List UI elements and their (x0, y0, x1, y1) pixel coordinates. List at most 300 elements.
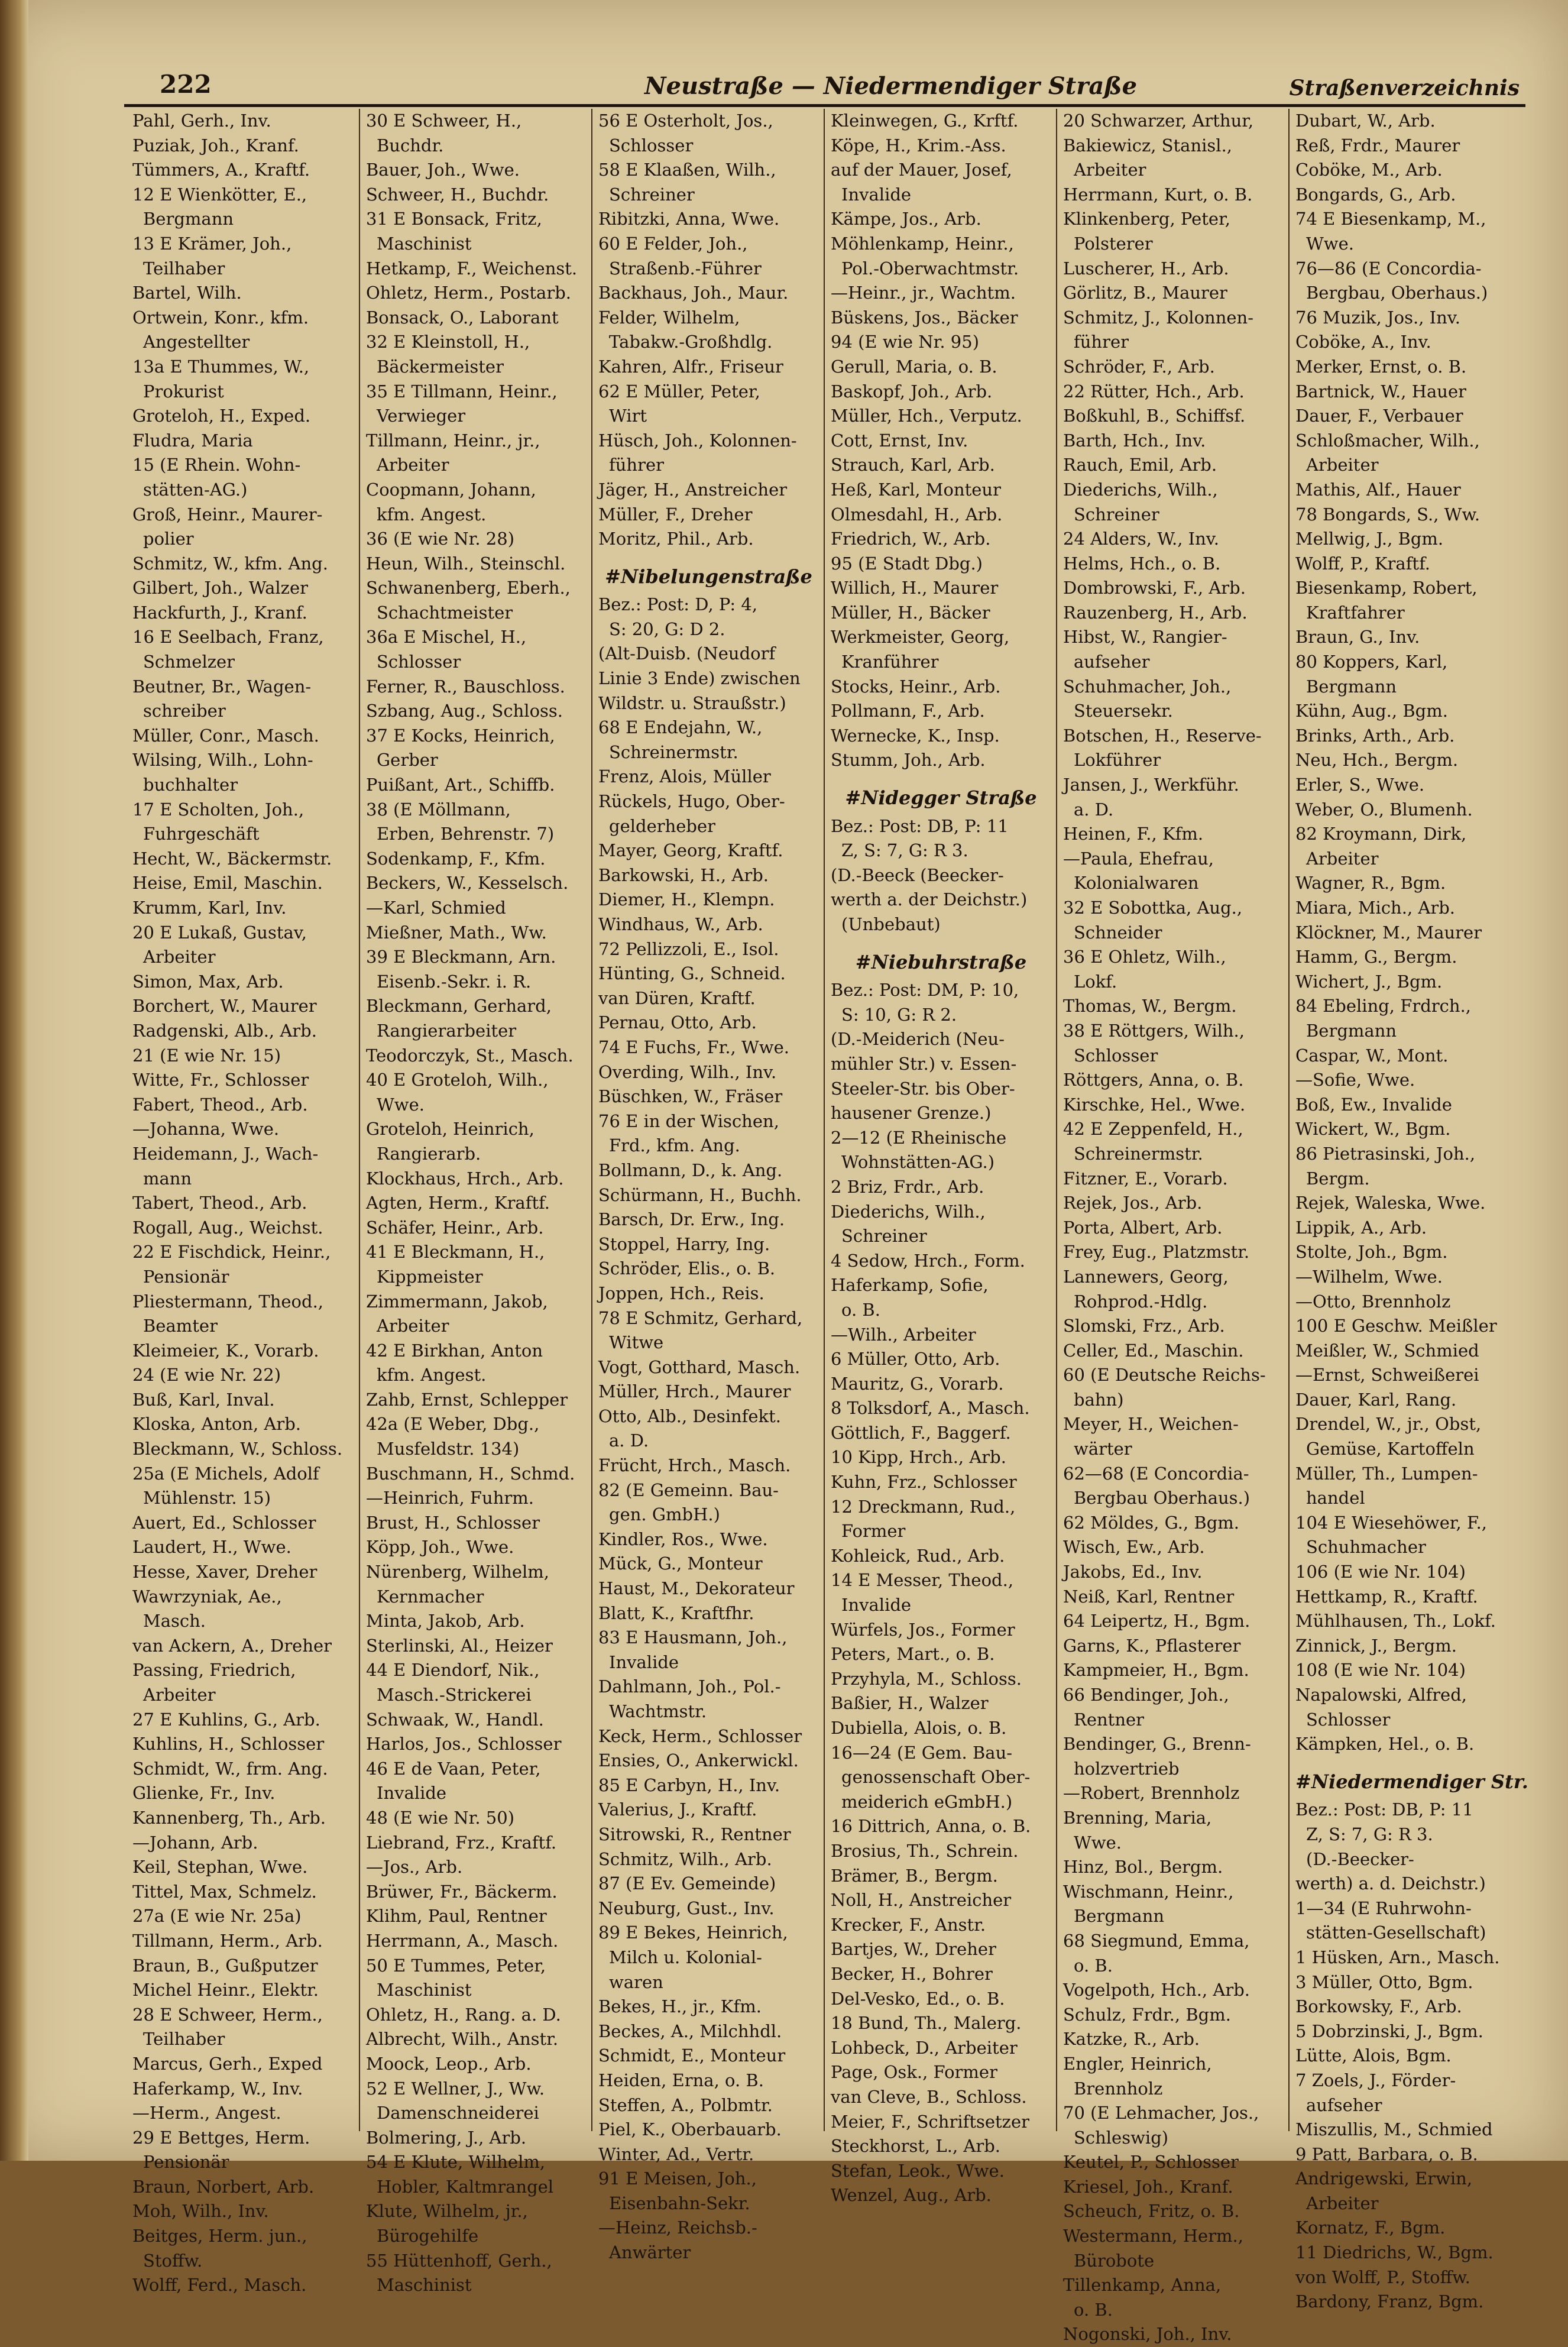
directory-entry: Kernmacher (377, 1586, 484, 1607)
directory-entry: 76 Muzik, Jos., Inv. (1295, 307, 1460, 328)
directory-entry: Wawrzyniak, Ae., (132, 1586, 282, 1607)
directory-entry: —Heinr., jr., Wachtm. (831, 283, 1016, 303)
directory-entry: Zimmermann, Jakob, (366, 1291, 548, 1312)
directory-entry: Baßier, H., Walzer (831, 1693, 989, 1714)
directory-entry: 12 E Wienkötter, E., (132, 184, 307, 205)
directory-entry: Z, S: 7, G: R 3. (841, 840, 968, 861)
directory-entry: Rauzenberg, H., Arb. (1063, 602, 1248, 623)
directory-entry: —Johann, Arb. (132, 1832, 258, 1853)
directory-entry: Sitrowski, R., Rentner (598, 1824, 791, 1844)
directory-entry: Wirt (609, 406, 647, 426)
directory-entry: Haferkamp, Sofie, (831, 1275, 989, 1296)
directory-entry: (Alt-Duisb. (Neudorf (598, 643, 776, 664)
directory-entry: Tabakw.-Großhdlg. (609, 332, 773, 352)
directory-entry: 3 Müller, Otto, Bgm. (1295, 1972, 1473, 1992)
directory-entry: Katzke, R., Arb. (1063, 2029, 1200, 2050)
directory-entry: 76 E in der Wischen, (598, 1111, 779, 1131)
directory-entry: Tillenkamp, Anna, (1063, 2275, 1222, 2296)
directory-entry: Bergmann (1306, 1020, 1397, 1041)
directory-entry: 13 E Krämer, Joh., (132, 233, 292, 254)
directory-entry: Steuersekr. (1074, 701, 1173, 721)
directory-entry: Reß, Frdr., Maurer (1295, 135, 1460, 156)
directory-entry: Frey, Eug., Platzmstr. (1063, 1242, 1250, 1262)
directory-entry: 108 (E wie Nr. 104) (1295, 1660, 1466, 1681)
directory-entry: 35 E Tillmann, Heinr., (366, 381, 558, 402)
directory-entry: 20 Schwarzer, Arthur, (1063, 111, 1254, 131)
directory-entry: 48 (E wie Nr. 50) (366, 1807, 515, 1828)
directory-entry: 10 Kipp, Hrch., Arb. (831, 1447, 1006, 1468)
directory-entry: 55 Hüttenhoff, Gerh., (366, 2250, 552, 2271)
directory-entry: Klöckner, M., Maurer (1295, 922, 1482, 943)
directory-entry: 83 E Hausmann, Joh., (598, 1627, 788, 1648)
directory-entry: 46 E de Vaan, Peter, (366, 1758, 541, 1779)
directory-entry: 38 (E Möllmann, (366, 799, 511, 820)
directory-entry: 85 E Carbyn, H., Inv. (598, 1775, 780, 1795)
directory-entry: Botschen, H., Reserve- (1063, 725, 1262, 746)
directory-entry: Moh, Wilh., Inv. (132, 2201, 269, 2222)
directory-entry: Bez.: Post: DB, P: 11 (831, 815, 1009, 836)
directory-entry: 54 E Klute, Wilhelm, (366, 2152, 546, 2173)
directory-entry: 14 E Messer, Theod., (831, 1570, 1014, 1591)
directory-entry: Wisch, Ew., Arb. (1063, 1537, 1205, 1558)
directory-entry: Marcus, Gerh., Exped (132, 2053, 323, 2074)
directory-entry: Lannewers, Georg, (1063, 1266, 1229, 1287)
street-heading: #Niedermendiger Str. (1295, 1770, 1528, 1793)
directory-entry: 58 E Klaaßen, Wilh., (598, 160, 776, 180)
directory-entry: Coböke, M., Arb. (1295, 160, 1443, 180)
directory-entry: 32 E Kleinstoll, H., (366, 332, 530, 352)
section-title: Straßenverzeichnis (1289, 76, 1520, 101)
directory-entry: 68 E Endejahn, W., (598, 717, 763, 738)
directory-entry: Müller, Th., Lumpen- (1295, 1463, 1478, 1484)
directory-entry: Bergbau, Oberhaus.) (1306, 283, 1488, 303)
directory-entry: Schachtmeister (377, 602, 513, 623)
directory-entry: 37 E Kocks, Heinrich, (366, 725, 555, 746)
directory-entry: 7 Zoels, J., Förder- (1295, 2070, 1456, 2090)
directory-entry: 60 E Felder, Joh., (598, 233, 748, 254)
directory-entry: Kämpken, Hel., o. B. (1295, 1734, 1475, 1754)
directory-entry: 44 E Diendorf, Nik., (366, 1660, 540, 1681)
directory-entry: schreiber (143, 701, 226, 721)
directory-entry: Meier, F., Schriftsetzer (831, 2111, 1029, 2132)
directory-entry: gen. GmbH.) (609, 1504, 720, 1525)
directory-entry: Kühn, Aug., Bgm. (1295, 701, 1448, 721)
directory-entry: Wilsing, Wilh., Lohn- (132, 750, 313, 771)
directory-entry: 89 E Bekes, Heinrich, (598, 1922, 788, 1943)
directory-entry: S: 10, G: R 2. (841, 1004, 957, 1025)
directory-entry: 74 E Fuchs, Fr., Wwe. (598, 1037, 790, 1057)
directory-entry: Meißler, W., Schmied (1295, 1340, 1479, 1361)
directory-entry: führer (609, 455, 664, 475)
directory-entry: Przyhyla, M., Schloss. (831, 1668, 1022, 1689)
directory-entry: Haferkamp, W., Inv. (132, 2078, 303, 2099)
directory-entry: 27a (E wie Nr. 25a) (132, 1906, 302, 1927)
directory-entry: 15 (E Rhein. Wohn- (132, 455, 301, 475)
directory-entry: aufseher (1306, 2095, 1382, 2115)
directory-entry: van Ackern, A., Dreher (132, 1635, 332, 1656)
directory-entry: Rejek, Jos., Arb. (1063, 1193, 1203, 1213)
directory-entry: Ferner, R., Bauschloss. (366, 676, 565, 697)
directory-entry: —Jos., Arb. (366, 1857, 463, 1877)
directory-entry: Bez.: Post: DM, P: 10, (831, 980, 1019, 1001)
directory-entry: Klute, Wilhelm, jr., (366, 2201, 528, 2222)
directory-entry: Bauer, Joh., Wwe. (366, 160, 520, 180)
directory-entry: kfm. Angest. (377, 504, 487, 525)
directory-entry: —Sofie, Wwe. (1295, 1070, 1415, 1090)
directory-entry: Kohleick, Rud., Arb. (831, 1545, 1005, 1566)
directory-entry: o. B. (1074, 1955, 1113, 1976)
directory-entry: Buschmann, H., Schmd. (366, 1463, 575, 1484)
directory-entry: Rogall, Aug., Weichst. (132, 1217, 323, 1238)
directory-entry: Müller, H., Bäcker (831, 602, 990, 623)
directory-entry: 66 Bendinger, Joh., (1063, 1685, 1229, 1705)
directory-entry: Gerull, Maria, o. B. (831, 356, 997, 377)
directory-entry: Teilhaber (143, 258, 225, 279)
directory-entry: van Cleve, B., Schloss. (831, 2086, 1027, 2107)
directory-entry: Brennholz (1074, 2078, 1163, 2099)
directory-entry: 22 E Fischdick, Heinr., (132, 1242, 331, 1262)
directory-entry: holzvertrieb (1074, 1758, 1180, 1779)
directory-entry: Moock, Leop., Arb. (366, 2053, 532, 2074)
directory-entry: Schlosser (609, 135, 694, 156)
directory-entry: a. D. (1074, 799, 1114, 820)
directory-entry: 17 E Scholten, Joh., (132, 799, 304, 820)
directory-entry: Keutel, P., Schlosser (1063, 2152, 1239, 2173)
directory-entry: Brust, H., Schlosser (366, 1512, 540, 1533)
directory-entry: Arbeiter (1306, 2193, 1379, 2213)
directory-entry: Barth, Hch., Inv. (1063, 430, 1206, 451)
directory-entry: Dubart, W., Arb. (1295, 111, 1436, 131)
directory-entry: Kahren, Alfr., Friseur (598, 356, 783, 377)
column-6 (1288, 109, 1528, 2312)
directory-entry: Kolonialwaren (1074, 873, 1199, 894)
directory-entry: Kippmeister (377, 1266, 483, 1287)
page-title: Neustraße — Niedermendiger Straße (644, 72, 1138, 100)
directory-entry: (D.-Beecker- (1306, 1849, 1414, 1869)
directory-entry: Büschken, W., Fräser (598, 1086, 783, 1107)
directory-entry: 4 Sedow, Hrch., Form. (831, 1250, 1025, 1271)
directory-entry: Borchert, W., Maurer (132, 996, 317, 1017)
directory-entry: Görlitz, B., Maurer (1063, 283, 1227, 303)
directory-entry: Steeler-Str. bis Ober- (831, 1078, 1015, 1099)
directory-entry: 52 E Wellner, J., Ww. (366, 2078, 545, 2099)
directory-entry: Jäger, H., Anstreicher (598, 479, 788, 500)
directory-entry: Garns, K., Pflasterer (1063, 1635, 1241, 1656)
directory-entry: Möhlenkamp, Heinr., (831, 233, 1014, 254)
directory-entry: 100 E Geschw. Meißler (1295, 1316, 1497, 1336)
directory-entry: Zahb, Ernst, Schlepper (366, 1389, 568, 1410)
directory-entry: 106 (E wie Nr. 104) (1295, 1562, 1466, 1582)
directory-entry: Helms, Hch., o. B. (1063, 553, 1221, 574)
directory-entry: Hetkamp, F., Weichenst. (366, 258, 578, 279)
directory-entry: Hettkamp, R., Kraftf. (1295, 1586, 1478, 1607)
directory-entry: Musfeldstr. 134) (377, 1439, 520, 1459)
directory-entry: Hamm, G., Bergm. (1295, 947, 1457, 967)
directory-entry: Tümmers, A., Kraftf. (132, 160, 310, 180)
directory-entry: Auert, Ed., Schlosser (132, 1512, 316, 1533)
directory-entry: 62—68 (E Concordia- (1063, 1463, 1249, 1484)
directory-entry: Arbeiter (377, 455, 449, 475)
directory-entry: Tabert, Theod., Arb. (132, 1193, 307, 1213)
directory-entry: Neiß, Karl, Rentner (1063, 1586, 1235, 1607)
directory-entry: 24 Alders, W., Inv. (1063, 529, 1219, 549)
directory-entry: Bleckmann, Gerhard, (366, 996, 552, 1017)
directory-entry: Napalowski, Alfred, (1295, 1685, 1467, 1705)
directory-entry: Beitges, Herm. jun., (132, 2226, 307, 2246)
directory-entry: 41 E Bleckmann, H., (366, 1242, 545, 1262)
directory-entry: Blatt, K., Kraftfhr. (598, 1603, 754, 1623)
directory-entry: Hinz, Bol., Bergm. (1063, 1857, 1223, 1877)
directory-entry: 78 Bongards, S., Ww. (1295, 504, 1480, 525)
directory-entry: Brinks, Arth., Arb. (1295, 725, 1455, 746)
directory-entry: Merker, Ernst, o. B. (1295, 356, 1467, 377)
directory-entry: Straßenb.-Führer (609, 258, 762, 279)
directory-entry: Glienke, Fr., Inv. (132, 1783, 276, 1804)
directory-entry: Maschinist (377, 1980, 472, 2000)
directory-entry: Erler, S., Wwe. (1295, 775, 1425, 795)
directory-entry: 5 Dobrzinski, J., Bgm. (1295, 2021, 1483, 2041)
directory-entry: Diederichs, Wilh., (1063, 479, 1218, 500)
directory-entry: Kampmeier, H., Bgm. (1063, 1660, 1249, 1681)
directory-entry: Masch.-Strickerei (377, 1685, 532, 1705)
directory-entry: Otto, Alb., Desinfekt. (598, 1406, 782, 1426)
directory-entry: Mühlhausen, Th., Lokf. (1295, 1611, 1496, 1631)
directory-entry: 18 Bund, Th., Malerg. (831, 2013, 1022, 2034)
directory-entry: Witwe (609, 1332, 664, 1353)
directory-entry: Kloska, Anton, Arb. (132, 1414, 302, 1435)
directory-entry: Cott, Ernst, Inv. (831, 430, 968, 451)
directory-entry: Drendel, W., jr., Obst, (1295, 1414, 1482, 1435)
directory-entry: Albrecht, Wilh., Anstr. (366, 2029, 559, 2050)
directory-entry: Gerber (377, 750, 438, 771)
directory-entry: 104 E Wiesehöwer, F., (1295, 1512, 1488, 1533)
directory-entry: Puißant, Art., Schiffb. (366, 775, 555, 795)
directory-entry: a. D. (609, 1430, 649, 1451)
directory-entry: Frenz, Alois, Müller (598, 766, 771, 787)
directory-entry: Müller, Conr., Masch. (132, 725, 319, 746)
directory-entry: Schmidt, W., frm. Ang. (132, 1758, 328, 1779)
directory-entry: 9 Patt, Barbara, o. B. (1295, 2144, 1478, 2164)
directory-entry: Bardony, Franz, Bgm. (1295, 2291, 1484, 2312)
directory-entry: Bäckermeister (377, 356, 504, 377)
directory-entry: 28 E Schweer, Herm., (132, 2004, 323, 2025)
directory-entry: Passing, Friedrich, (132, 1660, 296, 1681)
directory-entry: Brosius, Th., Schrein. (831, 1840, 1019, 1861)
directory-entry: Göttlich, F., Baggerf. (831, 1422, 1011, 1443)
directory-entry: Hibst, W., Rangier- (1063, 627, 1227, 648)
directory-entry: Bollmann, D., k. Ang. (598, 1160, 783, 1180)
directory-entry: Wwe. (377, 1094, 425, 1115)
directory-entry: Keil, Stephan, Wwe. (132, 1857, 308, 1877)
directory-entry: Steckhorst, L., Arb. (831, 2136, 1000, 2157)
directory-entry: Invalide (609, 1652, 679, 1672)
directory-entry: Wickert, W., Bgm. (1295, 1119, 1451, 1139)
directory-entry: Z, S: 7, G: R 3. (1306, 1824, 1433, 1844)
directory-entry: Bolmering, J., Arb. (366, 2127, 527, 2148)
directory-entry: Wwe. (1074, 1832, 1122, 1853)
directory-entry: Bleckmann, W., Schloss. (132, 1439, 343, 1459)
directory-entry: 78 E Schmitz, Gerhard, (598, 1307, 803, 1328)
directory-entry: Röttgers, Anna, o. B. (1063, 1070, 1244, 1090)
directory-entry: 27 E Kuhlins, G., Arb. (132, 1709, 320, 1730)
directory-entry: (Unbebaut) (841, 914, 941, 934)
directory-entry: Heiden, Erna, o. B. (598, 2070, 764, 2090)
header-rule (124, 104, 1525, 107)
directory-entry: Schäfer, Heinr., Arb. (366, 1217, 544, 1238)
directory-entry: Thomas, W., Bergm. (1063, 996, 1237, 1017)
directory-entry: Heidemann, J., Wach- (132, 1143, 319, 1164)
directory-entry: 1—34 (E Ruhrwohn- (1295, 1898, 1472, 1918)
directory-entry: Engler, Heinrich, (1063, 2053, 1212, 2074)
directory-entry: Braun, Norbert, Arb. (132, 2176, 315, 2197)
directory-entry: Müller, F., Dreher (598, 504, 753, 525)
directory-entry: Backhaus, Joh., Maur. (598, 283, 789, 303)
directory-entry: Schreinermstr. (1074, 1143, 1203, 1164)
directory-entry: Sodenkamp, F., Kfm. (366, 848, 546, 869)
directory-entry: Ortwein, Konr., kfm. (132, 307, 309, 328)
directory-entry: Mühlenstr. 15) (143, 1488, 271, 1508)
directory-entry: werth) a. d. Deichstr.) (1295, 1873, 1486, 1894)
directory-entry: Kraftfahrer (1306, 602, 1405, 623)
directory-entry: —Johanna, Wwe. (132, 1119, 280, 1139)
directory-entry: Coböke, A., Inv. (1295, 332, 1431, 352)
directory-entry: Teodorczyk, St., Masch. (366, 1045, 574, 1066)
page-number: 222 (160, 70, 212, 99)
directory-entry: Noll, H., Anstreicher (831, 1890, 1012, 1911)
directory-entry: Windhaus, W., Arb. (598, 914, 763, 934)
directory-entry: Rejek, Waleska, Wwe. (1295, 1193, 1486, 1213)
directory-entry: 2 Briz, Frdr., Arb. (831, 1176, 984, 1197)
directory-entry: Schlosser (377, 652, 461, 672)
directory-entry: Gilbert, Joh., Walzer (132, 578, 308, 598)
directory-entry: Winter, Ad., Vertr. (598, 2144, 754, 2164)
directory-entry: Kleimeier, K., Vorarb. (132, 1340, 319, 1361)
directory-entry: Groteloh, Heinrich, (366, 1119, 534, 1139)
directory-entry: Witte, Fr., Schlosser (132, 1070, 309, 1090)
directory-entry: Stefan, Leok., Wwe. (831, 2160, 1005, 2181)
directory-entry: Maschinist (377, 2275, 472, 2296)
directory-entry: Herrmann, Kurt, o. B. (1063, 184, 1253, 205)
directory-entry: bahn) (1074, 1389, 1124, 1410)
directory-entry: —Otto, Brennholz (1295, 1291, 1451, 1312)
directory-entry: Lokf. (1074, 971, 1117, 992)
directory-entry: Weber, O., Blumenh. (1295, 799, 1473, 820)
directory-entry: Heinen, F., Kfm. (1063, 824, 1204, 844)
directory-entry: Hackfurth, J., Kranf. (132, 602, 307, 623)
directory-entry: Mellwig, J., Bgm. (1295, 529, 1444, 549)
directory-entry: Kriesel, Joh., Kranf. (1063, 2176, 1233, 2197)
directory-entry: —Karl, Schmied (366, 898, 506, 918)
directory-entry: S: 20, G: D 2. (609, 619, 725, 639)
directory-entry: Tillmann, Heinr., jr., (366, 430, 540, 451)
directory-entry: Bürobote (1074, 2250, 1155, 2271)
directory-entry: 60 (E Deutsche Reichs- (1063, 1365, 1266, 1385)
directory-entry: Angestellter (143, 332, 250, 352)
directory-entry: Borkowsky, F., Arb. (1295, 1996, 1462, 2017)
directory-entry: Diederichs, Wilh., (831, 1201, 986, 1222)
directory-entry: Mießner, Math., Ww. (366, 922, 547, 943)
directory-entry: Schreiner (841, 1226, 927, 1247)
directory-entry: Bartel, Wilh. (132, 283, 242, 303)
directory-entry: Hünting, G., Schneid. (598, 963, 786, 984)
directory-entry: 25a (E Michels, Adolf (132, 1463, 319, 1484)
directory-entry: Gemüse, Kartoffeln (1306, 1439, 1475, 1459)
directory-entry: Schulz, Frdr., Bgm. (1063, 2004, 1231, 2025)
directory-entry: Polsterer (1074, 233, 1153, 254)
directory-entry: 42 E Zeppenfeld, H., (1063, 1119, 1243, 1139)
directory-entry: Baskopf, Joh., Arb. (831, 381, 993, 402)
directory-entry: Bartjes, W., Dreher (831, 1939, 996, 1960)
directory-entry: Schuhmacher (1306, 1537, 1426, 1558)
directory-entry: Arbeiter (1306, 455, 1379, 475)
directory-entry: Arbeiter (143, 1685, 216, 1705)
directory-entry: Porta, Albert, Arb. (1063, 1217, 1223, 1238)
directory-entry: 74 E Biesenkamp, M., (1295, 209, 1486, 229)
directory-entry: Invalide (841, 184, 912, 205)
directory-entry: Schmitz, W., kfm. Ang. (132, 553, 328, 574)
directory-entry: Hüsch, Joh., Kolonnen- (598, 430, 797, 451)
directory-entry: 6 Müller, Otto, Arb. (831, 1349, 1000, 1370)
directory-entry: Groteloh, H., Exped. (132, 406, 311, 426)
directory-entry: Beamter (143, 1316, 218, 1336)
directory-entry: 82 (E Gemeinn. Bau- (598, 1480, 779, 1500)
directory-entry: wärter (1074, 1439, 1132, 1459)
directory-entry: Jansen, J., Werkführ. (1063, 775, 1239, 795)
directory-entry: Verwieger (377, 406, 466, 426)
directory-entry: Boßkuhl, B., Schiffsf. (1063, 406, 1246, 426)
directory-entry: Heun, Wilh., Steinschl. (366, 553, 566, 574)
directory-entry: Westermann, Herm., (1063, 2226, 1243, 2246)
directory-entry: Luscherer, H., Arb. (1063, 258, 1229, 279)
directory-entry: 13a E Thummes, W., (132, 356, 310, 377)
directory-entry: Willich, H., Maurer (831, 578, 999, 598)
directory-entry: Rangierarb. (377, 1143, 481, 1164)
directory-entry: Tillmann, Herm., Arb. (132, 1930, 323, 1951)
directory-entry: Invalide (841, 1595, 912, 1616)
directory-entry: Stocks, Heinr., Arb. (831, 676, 1001, 697)
directory-entry: 40 E Groteloh, Wilh., (366, 1070, 549, 1090)
directory-entry: Schröder, F., Arb. (1063, 356, 1215, 377)
column-3 (591, 109, 824, 2263)
directory-entry: Olmesdahl, H., Arb. (831, 504, 1003, 525)
page-header (160, 66, 1520, 108)
directory-entry: führer (1074, 332, 1129, 352)
directory-entry: Laudert, H., Wwe. (132, 1537, 291, 1558)
directory-entry: (D.-Meiderich (Neu- (831, 1029, 1005, 1050)
directory-entry: Page, Osk., Former (831, 2062, 997, 2083)
directory-entry: Schürmann, H., Buchh. (598, 1184, 802, 1205)
directory-entry: 36 (E wie Nr. 28) (366, 529, 515, 549)
directory-entry: 12 Dreckmann, Rud., (831, 1496, 1016, 1517)
directory-entry: 29 E Bettges, Herm. (132, 2127, 310, 2148)
directory-entry: Buß, Karl, Inval. (132, 1389, 275, 1410)
directory-entry: Schwanenberg, Eberh., (366, 578, 571, 598)
directory-entry: Damenschneiderei (377, 2103, 539, 2123)
directory-entry: Schwaak, W., Handl. (366, 1709, 544, 1730)
street-heading: #Niebuhrstraße (855, 950, 1027, 973)
directory-entry: Slomski, Frz., Arb. (1063, 1316, 1225, 1336)
directory-entry: Minta, Jakob, Arb. (366, 1611, 525, 1631)
directory-entry: Tittel, Max, Schmelz. (132, 1881, 317, 1902)
directory-entry: 39 E Bleckmann, Arn. (366, 947, 556, 967)
directory-entry: Pensionär (143, 2152, 229, 2173)
directory-entry: Neu, Hch., Bergm. (1295, 750, 1459, 771)
directory-entry: 38 E Röttgers, Wilh., (1063, 1020, 1245, 1041)
directory-entry: Nogonski, Joh., Inv. (1063, 2324, 1232, 2345)
directory-entry: o. B. (1074, 2299, 1113, 2320)
directory-entry: Pliestermann, Theod., (132, 1291, 324, 1312)
directory-entry: Ohletz, H., Rang. a. D. (366, 2004, 561, 2025)
